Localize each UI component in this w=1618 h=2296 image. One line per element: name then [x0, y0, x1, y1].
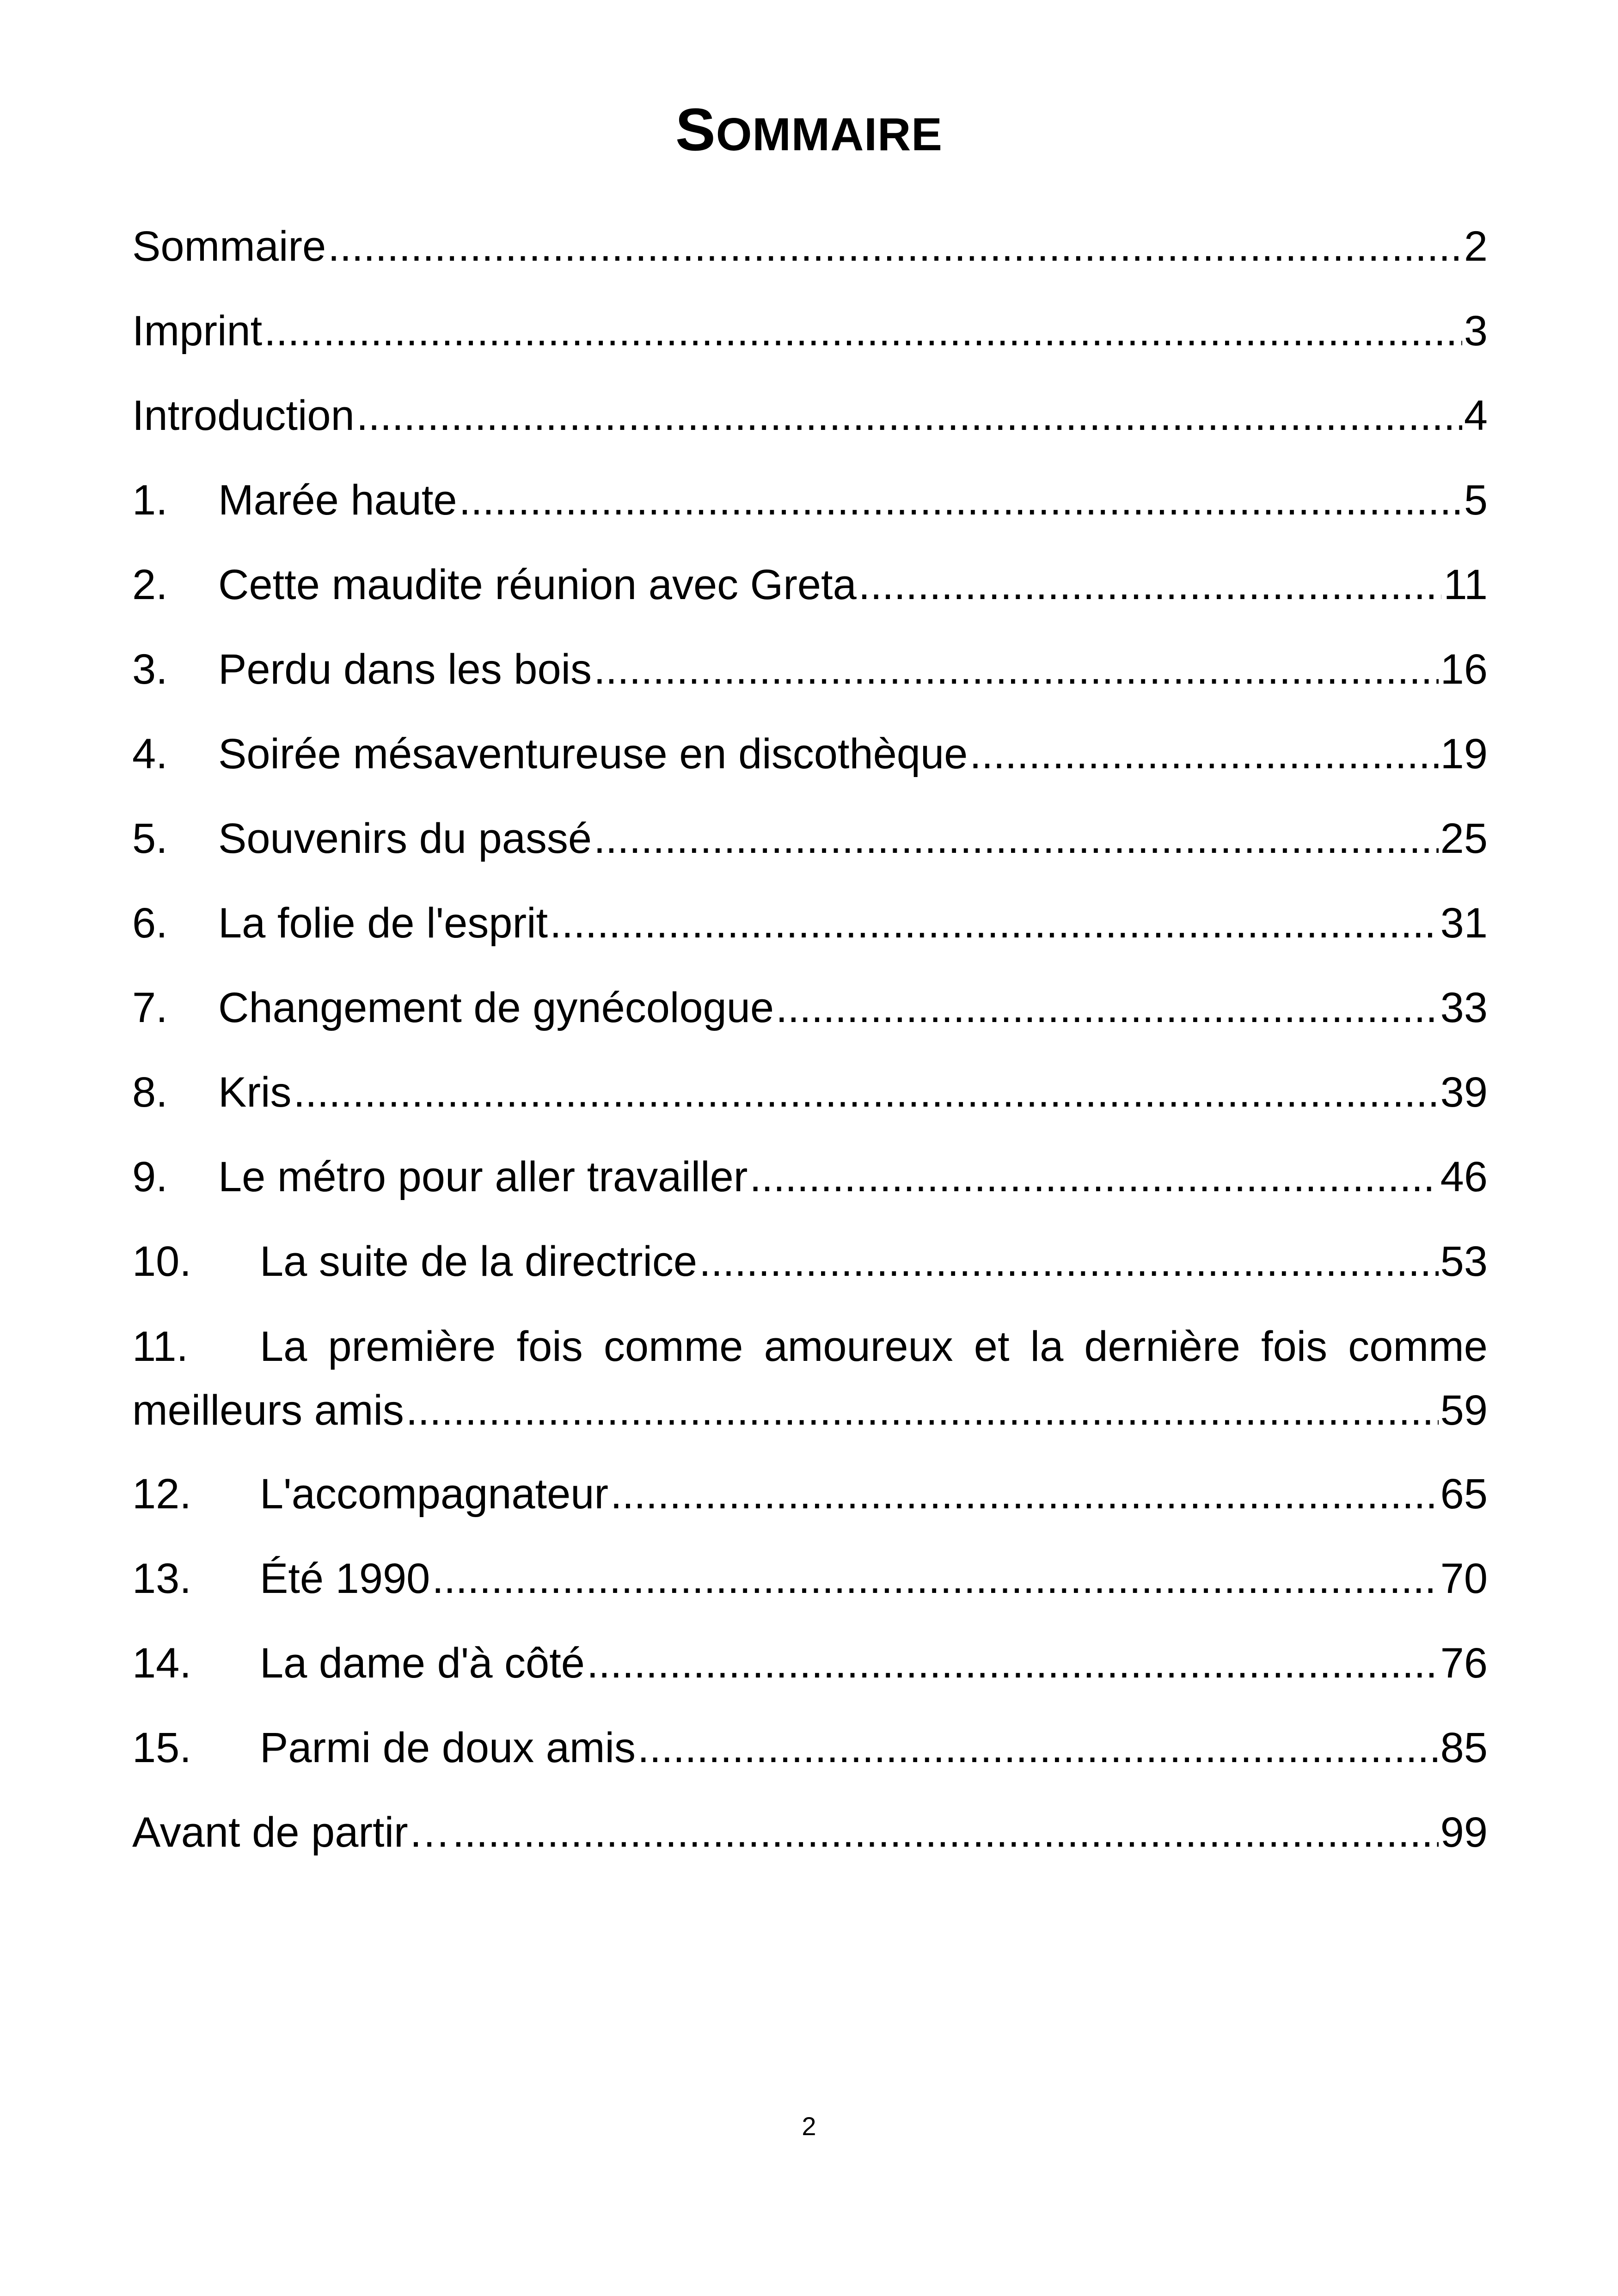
word: première — [328, 1323, 496, 1370]
toc-entry-chapter-4[interactable] — [132, 702, 1488, 786]
dot-leader — [453, 1800, 1439, 1865]
toc-page-number: 25 — [1440, 815, 1488, 862]
toc-page-number: 53 — [1440, 1238, 1488, 1285]
toc-entry-chapter-10[interactable] — [132, 1209, 1488, 1294]
toc-page-number: 3 — [1464, 307, 1488, 355]
toc-entry-label: Imprint — [132, 307, 263, 355]
toc-entry-label: La suite de la directrice — [260, 1238, 698, 1285]
toc-entry-label: Kris — [218, 1069, 292, 1116]
toc-entry-label: Changement de gynécologue — [218, 984, 774, 1031]
toc-entry-chapter-8[interactable] — [132, 1040, 1488, 1125]
dot-leader — [699, 1229, 1439, 1294]
toc-entry-chapter-3[interactable] — [132, 617, 1488, 702]
table-of-contents — [132, 194, 1488, 1865]
dot-leader — [356, 383, 1462, 448]
word: fois — [516, 1323, 583, 1370]
toc-entry-label: L'accompagnateur — [260, 1470, 609, 1518]
dot-leader — [406, 1379, 1439, 1442]
toc-entry-label: Sommaire — [132, 223, 326, 270]
toc-entry-chapter-9[interactable] — [132, 1125, 1488, 1209]
toc-entry-label: La dame d'à côté — [260, 1640, 585, 1687]
toc-page-number: 76 — [1440, 1640, 1488, 1687]
toc-page-number: 85 — [1440, 1724, 1488, 1771]
chapter-number: 8. — [132, 1069, 168, 1116]
dot-leader — [594, 806, 1439, 871]
toc-entry-label: Le métro pour aller travailler — [218, 1153, 748, 1200]
toc-page-number: 16 — [1440, 646, 1488, 693]
toc-entry-label: La folie de l'esprit — [218, 900, 548, 947]
toc-entry-chapter-11[interactable] — [132, 1294, 1488, 1442]
toc-entry-imprint[interactable] — [132, 279, 1488, 363]
toc-entry-label: Avant de partir… — [132, 1809, 451, 1856]
toc-entry-chapter-7[interactable] — [132, 955, 1488, 1040]
word: et — [974, 1323, 1010, 1370]
dot-leader — [432, 1546, 1438, 1611]
chapter-number: 14. — [132, 1640, 191, 1687]
chapter-number: 5. — [132, 815, 168, 862]
dot-leader — [550, 891, 1439, 955]
toc-entry-label: Soirée mésaventureuse en discothèque — [218, 730, 968, 778]
dot-leader — [587, 1631, 1439, 1696]
toc-entry-label: Souvenirs du passé — [218, 815, 592, 862]
dot-leader — [969, 722, 1438, 786]
word: amoureux — [764, 1323, 953, 1370]
toc-page-number: 4 — [1464, 392, 1488, 439]
toc-entry-introduction[interactable] — [132, 363, 1488, 448]
toc-page-number: 46 — [1440, 1153, 1488, 1200]
toc-entry-line-2 — [132, 1379, 1488, 1442]
word: La — [260, 1323, 307, 1370]
chapter-number: 9. — [132, 1153, 168, 1200]
dot-leader — [776, 975, 1439, 1040]
dot-leader — [328, 214, 1462, 279]
dot-leader — [858, 552, 1442, 617]
toc-entry-label: Perdu dans les bois — [218, 646, 592, 693]
toc-entry-label: Cette maudite réunion avec Greta — [218, 561, 857, 608]
toc-page-number: 33 — [1440, 984, 1488, 1031]
toc-entry-chapter-2[interactable] — [132, 533, 1488, 617]
toc-page-number: 19 — [1440, 730, 1488, 778]
toc-page-number: 11 — [1443, 561, 1488, 608]
toc-page-number: 5 — [1464, 477, 1488, 524]
toc-entry-line-1 — [132, 1294, 1488, 1379]
toc-page-number: 65 — [1440, 1470, 1488, 1518]
toc-entry-chapter-14[interactable] — [132, 1611, 1488, 1696]
dot-leader — [637, 1715, 1439, 1780]
toc-page-number: 99 — [1440, 1809, 1488, 1856]
chapter-number: 7. — [132, 984, 168, 1031]
dot-leader — [264, 299, 1462, 363]
dot-leader — [459, 468, 1462, 533]
chapter-number: 6. — [132, 900, 168, 947]
chapter-number: 11. — [132, 1323, 189, 1370]
word: la — [1030, 1323, 1064, 1370]
dot-leader — [610, 1462, 1439, 1526]
dot-leader — [594, 637, 1439, 702]
word: comme — [1348, 1323, 1488, 1370]
toc-entry-chapter-6[interactable] — [132, 871, 1488, 955]
toc-entry-chapter-13[interactable] — [132, 1526, 1488, 1611]
chapter-number: 3. — [132, 646, 168, 693]
toc-entry-label: Été 1990 — [260, 1555, 430, 1602]
chapter-number: 15. — [132, 1724, 191, 1771]
toc-entry-sommaire[interactable] — [132, 194, 1488, 279]
toc-page-number: 59 — [1440, 1387, 1488, 1434]
toc-entry-label: Parmi de doux amis — [260, 1724, 636, 1771]
word: comme — [603, 1323, 743, 1370]
title-first-letter: S — [675, 96, 716, 163]
chapter-number: 1. — [132, 477, 168, 524]
chapter-number: 4. — [132, 730, 168, 778]
toc-page-number: 2 — [1464, 223, 1488, 270]
page-number-footer: 2 — [802, 2112, 816, 2141]
justified-words — [260, 1314, 1488, 1379]
page-title — [0, 83, 1618, 181]
toc-entry-label: Marée haute — [218, 477, 457, 524]
chapter-number: 10. — [132, 1238, 191, 1285]
chapter-number: 12. — [132, 1470, 191, 1518]
toc-entry-avant-de-partir[interactable] — [132, 1780, 1488, 1865]
toc-page-number: 31 — [1440, 900, 1488, 947]
word: dernière — [1084, 1323, 1240, 1370]
toc-page-number: 70 — [1440, 1555, 1488, 1602]
chapter-number: 2. — [132, 561, 168, 608]
title-rest: OMMAIRE — [716, 109, 943, 160]
toc-entry-chapter-1[interactable] — [132, 448, 1488, 533]
word: fois — [1261, 1323, 1328, 1370]
toc-entry-label: meilleurs amis — [132, 1387, 404, 1434]
toc-page-number: 39 — [1440, 1069, 1488, 1116]
toc-entry-label: Introduction — [132, 392, 355, 439]
dot-leader — [293, 1060, 1438, 1125]
toc-entry-chapter-5[interactable] — [132, 786, 1488, 871]
toc-entry-chapter-12[interactable] — [132, 1442, 1488, 1526]
toc-entry-chapter-15[interactable] — [132, 1696, 1488, 1780]
dot-leader — [749, 1145, 1438, 1209]
chapter-number: 13. — [132, 1555, 191, 1602]
